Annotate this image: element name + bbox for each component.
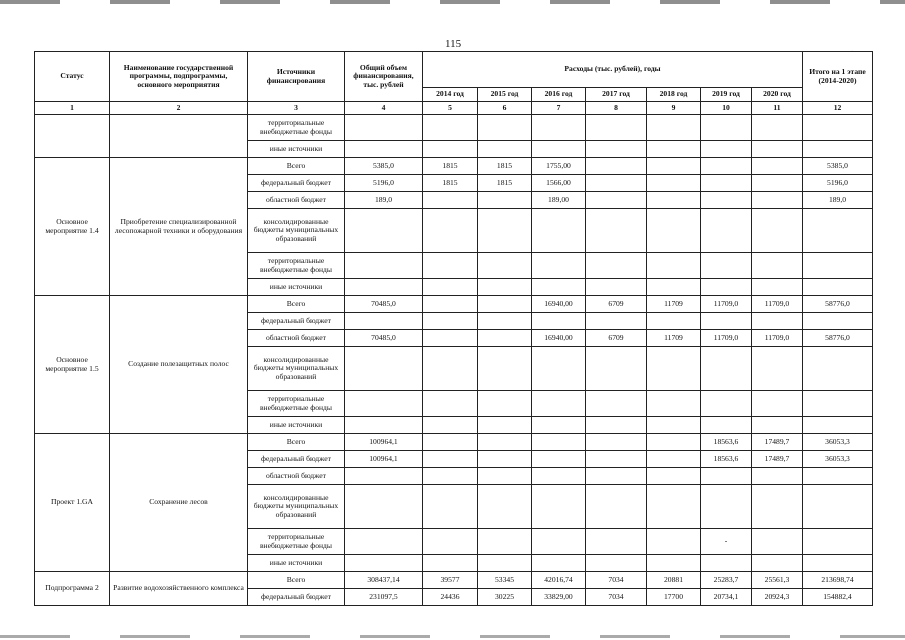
program-name-cell: Приобретение специализированной лесопожарной техники и оборудования [110,158,248,296]
source-cell: консолидированные бюджеты муниципальных образований [248,209,345,253]
total-cell [345,468,423,485]
year-value-cell [647,529,701,555]
source-cell: федеральный бюджет [248,589,345,606]
year-value-cell: 11709,0 [701,330,752,347]
result-cell [803,529,873,555]
total-cell [345,417,423,434]
year-value-cell [752,417,803,434]
result-cell [803,209,873,253]
year-value-cell [752,253,803,279]
year-value-cell [532,253,586,279]
year-value-cell [586,417,647,434]
year-value-cell [423,192,478,209]
year-value-cell: 17489,7 [752,434,803,451]
column-number: 5 [423,102,478,115]
bottom-edge-marks [0,635,905,638]
year-value-cell [478,279,532,296]
year-value-cell [647,555,701,572]
year-value-cell [647,347,701,391]
year-value-cell [478,468,532,485]
year-value-cell [647,253,701,279]
result-cell [803,279,873,296]
year-value-cell [586,347,647,391]
year-value-cell [701,175,752,192]
year-value-cell [701,313,752,330]
year-value-cell [478,115,532,141]
source-cell: областной бюджет [248,468,345,485]
source-cell: иные источники [248,141,345,158]
year-value-cell: 25561,3 [752,572,803,589]
year-value-cell [478,209,532,253]
page-number: 115 [445,38,462,50]
year-value-cell: 25283,7 [701,572,752,589]
result-cell [803,485,873,529]
year-value-cell: 18563,6 [701,434,752,451]
year-value-cell [532,468,586,485]
year-value-cell [586,253,647,279]
total-cell: 70485,0 [345,296,423,313]
column-number: 6 [478,102,532,115]
status-cell: Основное мероприятие 1.4 [35,158,110,296]
year-value-cell [647,485,701,529]
year-value-cell [752,485,803,529]
year-value-cell [752,529,803,555]
source-cell: консолидированные бюджеты муниципальных образований [248,485,345,529]
year-value-cell [647,192,701,209]
year-value-cell: 6709 [586,330,647,347]
source-cell: территориальные внебюджетные фонды [248,391,345,417]
year-value-cell [423,296,478,313]
year-value-cell: 6709 [586,296,647,313]
year-value-cell: 1566,00 [532,175,586,192]
year-value-cell [752,158,803,175]
year-value-cell [752,347,803,391]
year-value-cell: 39577 [423,572,478,589]
year-value-cell: 11709,0 [752,330,803,347]
program-name-cell: Создание полезащитных полос [110,296,248,434]
year-value-cell [752,391,803,417]
year-value-cell [586,555,647,572]
year-value-cell: 11709,0 [701,296,752,313]
total-cell [345,391,423,417]
result-cell: 36053,3 [803,434,873,451]
table-row [35,296,873,313]
total-cell: 100964,1 [345,451,423,468]
table-row [35,572,873,589]
header-result: Итого на 1 этапе (2014-2020) [803,52,873,102]
header-year: 2020 год [752,88,803,102]
year-value-cell [423,451,478,468]
year-value-cell: 11709 [647,330,701,347]
year-value-cell [532,485,586,529]
result-cell [803,391,873,417]
year-value-cell [532,209,586,253]
year-value-cell [701,141,752,158]
column-number: 10 [701,102,752,115]
year-value-cell [752,555,803,572]
result-cell [803,555,873,572]
year-value-cell [423,485,478,529]
total-cell [345,555,423,572]
year-value-cell [532,313,586,330]
column-number: 2 [110,102,248,115]
year-value-cell: 17489,7 [752,451,803,468]
year-value-cell [532,115,586,141]
column-number: 3 [248,102,345,115]
year-value-cell [586,529,647,555]
year-value-cell [752,209,803,253]
year-value-cell [423,279,478,296]
scan-dot: . [851,44,854,54]
year-value-cell [532,417,586,434]
header-sources: Источники финансирования [248,52,345,102]
year-value-cell: 24436 [423,589,478,606]
year-value-cell [423,115,478,141]
total-cell: 189,0 [345,192,423,209]
year-value-cell [701,417,752,434]
year-value-cell: 16940,00 [532,330,586,347]
year-value-cell: 20734,1 [701,589,752,606]
source-cell: Всего [248,434,345,451]
year-value-cell [478,347,532,391]
result-cell: 189,0 [803,192,873,209]
year-value-cell [752,279,803,296]
header-status: Статус [35,52,110,102]
source-cell: федеральный бюджет [248,175,345,192]
source-cell: Всего [248,296,345,313]
year-value-cell [586,209,647,253]
year-value-cell [701,192,752,209]
result-cell [803,313,873,330]
year-value-cell [647,451,701,468]
year-value-cell [478,313,532,330]
column-number: 12 [803,102,873,115]
table-row [35,115,873,141]
result-cell [803,468,873,485]
source-cell: иные источники [248,555,345,572]
year-value-cell: 33829,00 [532,589,586,606]
result-cell [803,417,873,434]
year-value-cell [423,347,478,391]
source-cell: федеральный бюджет [248,451,345,468]
year-value-cell: 20881 [647,572,701,589]
year-value-cell [586,158,647,175]
source-cell: областной бюджет [248,330,345,347]
result-cell: 213698,74 [803,572,873,589]
program-name-cell [110,115,248,158]
source-cell: иные источники [248,279,345,296]
year-value-cell [532,555,586,572]
year-value-cell [532,347,586,391]
year-value-cell [752,468,803,485]
year-value-cell: 11709,0 [752,296,803,313]
year-value-cell [647,417,701,434]
year-value-cell: 30225 [478,589,532,606]
year-value-cell [586,313,647,330]
year-value-cell [752,115,803,141]
year-value-cell: 18563,6 [701,451,752,468]
header-year: 2019 год [701,88,752,102]
year-value-cell [586,175,647,192]
result-cell: 154882,4 [803,589,873,606]
year-value-cell [478,192,532,209]
year-value-cell [423,141,478,158]
column-number: 1 [35,102,110,115]
result-cell: 58776,0 [803,330,873,347]
year-value-cell: 11709 [647,296,701,313]
year-value-cell [478,417,532,434]
year-value-cell [423,434,478,451]
total-cell [345,279,423,296]
status-cell: Подпрограмма 2 [35,572,110,606]
year-value-cell [586,485,647,529]
source-cell: иные источники [248,417,345,434]
year-value-cell [478,330,532,347]
program-name-cell: Развитие водохозяйственного комплекса [110,572,248,606]
result-cell: 58776,0 [803,296,873,313]
result-cell: 5385,0 [803,158,873,175]
column-number: 8 [586,102,647,115]
header-year: 2014 год [423,88,478,102]
financing-table [34,51,873,606]
year-value-cell [423,555,478,572]
year-value-cell [423,417,478,434]
year-value-cell: 1815 [423,175,478,192]
total-cell: 100964,1 [345,434,423,451]
year-value-cell [478,141,532,158]
year-value-cell: 1755,00 [532,158,586,175]
year-value-cell [586,279,647,296]
year-value-cell [647,391,701,417]
year-value-cell [647,175,701,192]
header-year: 2018 год [647,88,701,102]
result-cell: 36053,3 [803,451,873,468]
year-value-cell [532,434,586,451]
year-value-cell [478,555,532,572]
total-cell [345,529,423,555]
status-cell: Основное мероприятие 1.5 [35,296,110,434]
year-value-cell [532,529,586,555]
year-value-cell [647,279,701,296]
year-value-cell [647,313,701,330]
year-value-cell [752,192,803,209]
total-cell [345,209,423,253]
year-value-cell [478,434,532,451]
result-cell [803,141,873,158]
year-value-cell: 42016,74 [532,572,586,589]
result-cell [803,253,873,279]
year-value-cell: 53345 [478,572,532,589]
year-value-cell [647,158,701,175]
total-cell: 5196,0 [345,175,423,192]
column-number: 11 [752,102,803,115]
year-value-cell [752,175,803,192]
year-value-cell [423,391,478,417]
year-value-cell [701,279,752,296]
header-expenses: Расходы (тыс. рублей), годы [423,52,803,88]
total-cell: 308437,14 [345,572,423,589]
year-value-cell [532,391,586,417]
year-value-cell: 16940,00 [532,296,586,313]
total-cell [345,313,423,330]
year-value-cell [586,434,647,451]
year-value-cell [647,434,701,451]
year-value-cell [423,313,478,330]
year-value-cell [701,209,752,253]
year-value-cell: 1815 [423,158,478,175]
year-value-cell [478,451,532,468]
year-value-cell [532,141,586,158]
year-value-cell [586,141,647,158]
column-number: 7 [532,102,586,115]
year-value-cell [701,391,752,417]
year-value-cell: 189,00 [532,192,586,209]
year-value-cell [423,468,478,485]
source-cell: территориальные внебюджетные фонды [248,529,345,555]
source-cell: Всего [248,572,345,589]
total-cell [345,253,423,279]
year-value-cell [701,555,752,572]
header-name: Наименование государственной программы, подпрограммы, основного мероприятия [110,52,248,102]
result-cell [803,347,873,391]
year-value-cell [586,391,647,417]
year-value-cell [701,253,752,279]
source-cell: федеральный бюджет [248,313,345,330]
total-cell [345,115,423,141]
total-cell [345,485,423,529]
year-value-cell [532,451,586,468]
table-row [35,158,873,175]
year-value-cell [423,209,478,253]
year-value-cell [647,209,701,253]
year-value-cell: 1815 [478,175,532,192]
year-value-cell [701,468,752,485]
status-cell [35,115,110,158]
source-cell: территориальные внебюджетные фонды [248,253,345,279]
year-value-cell [752,141,803,158]
year-value-cell [701,115,752,141]
year-value-cell: 17700 [647,589,701,606]
header-year: 2016 год [532,88,586,102]
year-value-cell [647,115,701,141]
year-value-cell [647,468,701,485]
year-value-cell [586,192,647,209]
column-number: 9 [647,102,701,115]
header-year: 2017 год [586,88,647,102]
year-value-cell [423,330,478,347]
total-cell: 70485,0 [345,330,423,347]
total-cell [345,141,423,158]
year-value-cell [532,279,586,296]
year-value-cell [478,485,532,529]
source-cell: Всего [248,158,345,175]
year-value-cell: 7034 [586,589,647,606]
year-value-cell [701,158,752,175]
year-value-cell [647,141,701,158]
source-cell: областной бюджет [248,192,345,209]
total-cell [345,347,423,391]
year-value-cell [423,529,478,555]
total-cell: 231097,5 [345,589,423,606]
header-total: Общий объем финансирования, тыс. рублей [345,52,423,102]
result-cell: 5196,0 [803,175,873,192]
year-value-cell [586,451,647,468]
year-value-cell: 7034 [586,572,647,589]
year-value-cell [752,313,803,330]
status-cell: Проект 1.GA [35,434,110,572]
year-value-cell [478,529,532,555]
year-value-cell: 1815 [478,158,532,175]
top-edge-marks [0,0,905,4]
table-row [35,434,873,451]
source-cell: консолидированные бюджеты муниципальных образований [248,347,345,391]
total-cell: 5385,0 [345,158,423,175]
year-value-cell [586,468,647,485]
year-value-cell [586,115,647,141]
year-value-cell [701,347,752,391]
program-name-cell: Сохранение лесов [110,434,248,572]
year-value-cell [478,253,532,279]
source-cell: территориальные внебюджетные фонды [248,115,345,141]
result-cell [803,115,873,141]
column-number: 4 [345,102,423,115]
year-value-cell [701,485,752,529]
header-year: 2015 год [478,88,532,102]
year-value-cell [478,391,532,417]
year-value-cell: - [701,529,752,555]
year-value-cell [478,296,532,313]
year-value-cell [423,253,478,279]
year-value-cell: 20924,3 [752,589,803,606]
